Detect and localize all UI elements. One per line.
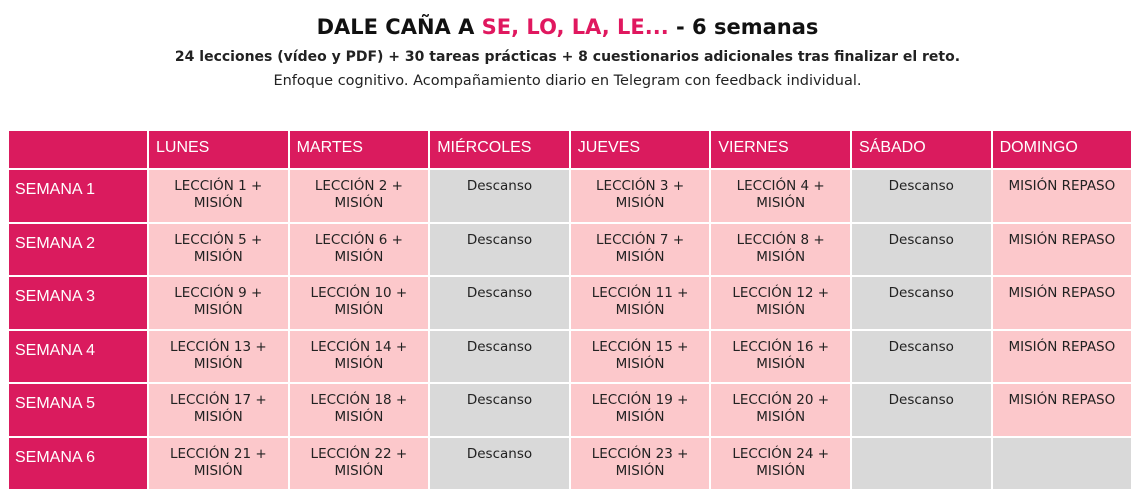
cell-line-1: LECCIÓN 2 +	[314, 178, 403, 194]
cell-line-1: LECCIÓN 11 +	[591, 285, 689, 301]
cell-line-1: LECCIÓN 13 +	[169, 338, 267, 355]
schedule-cell-lesson	[148, 330, 289, 384]
cell-line-2: MISIÓN	[756, 195, 806, 211]
cell-line-2: MISIÓN	[334, 409, 384, 425]
cell-line-2: MISIÓN	[615, 462, 665, 479]
cell-line-1: LECCIÓN 22 +	[310, 445, 408, 462]
cell-line-1: MISIÓN REPASO	[1008, 338, 1116, 355]
cell-line-1: Descanso	[888, 392, 954, 408]
cell-line-1: Descanso	[466, 392, 533, 408]
schedule-cell-rest	[429, 330, 570, 384]
cell-line-1: Descanso	[466, 231, 533, 248]
schedule-cell-rest	[851, 383, 992, 437]
week-label: SEMANA 6	[8, 437, 148, 491]
cell-line-1: LECCIÓN 7 +	[596, 231, 685, 248]
cell-line-1: Descanso	[888, 285, 954, 301]
table-row	[8, 330, 1132, 384]
schedule-cell-rest	[851, 330, 992, 384]
cell-line-2: MISIÓN	[615, 355, 665, 372]
table-row	[8, 276, 1132, 330]
schedule-cell-repaso	[992, 383, 1133, 437]
cell-line-1: LECCIÓN 4 +	[736, 178, 825, 194]
day-header: MARTES	[289, 130, 430, 169]
schedule-cell-rest	[429, 169, 570, 223]
schedule-cell-rest	[851, 223, 992, 277]
cell-line-1: LECCIÓN 16 +	[732, 338, 830, 355]
cell-line-1: Descanso	[466, 285, 533, 301]
title-suffix: - 6 semanas	[668, 15, 819, 39]
cell-line-2: MISIÓN	[615, 409, 665, 425]
cell-line-1: LECCIÓN 12 +	[732, 285, 830, 301]
week-label: SEMANA 1	[8, 169, 148, 223]
schedule-cell-rest	[429, 437, 570, 491]
cell-line-2: MISIÓN	[334, 355, 384, 372]
schedule-cell-rest	[429, 276, 570, 330]
cell-line-2: MISIÓN	[193, 355, 243, 372]
week-label: SEMANA 2	[8, 223, 148, 277]
schedule-cell-rest	[429, 223, 570, 277]
cell-line-1: LECCIÓN 21 +	[169, 445, 267, 462]
cell-line-1: Descanso	[466, 338, 533, 355]
cell-line-2: MISIÓN	[615, 195, 665, 211]
cell-line-1: Descanso	[466, 178, 533, 194]
schedule-cell-lesson	[710, 223, 851, 277]
subtitle-description: Enfoque cognitivo. Acompañamiento diario en Telegram con feedback individual.	[273, 73, 862, 89]
cell-line-1: LECCIÓN 15 +	[591, 338, 689, 355]
cell-line-2: MISIÓN	[193, 302, 243, 318]
day-header: MIÉRCOLES	[429, 130, 570, 169]
cell-line-2: MISIÓN	[615, 248, 665, 265]
cell-line-1: LECCIÓN 24 +	[732, 445, 830, 462]
cell-line-1: LECCIÓN 23 +	[591, 445, 689, 462]
schedule-cell-lesson	[710, 276, 851, 330]
title-accent: SE, LO, LA, LE...	[481, 15, 669, 39]
cell-line-2: MISIÓN	[193, 195, 243, 211]
table-row	[8, 223, 1132, 277]
week-label: SEMANA 4	[8, 330, 148, 384]
cell-line-2: MISIÓN	[756, 409, 806, 425]
cell-line-1: Descanso	[466, 445, 533, 462]
cell-line-1: LECCIÓN 10 +	[310, 285, 408, 301]
day-header: VIERNES	[710, 130, 851, 169]
cell-line-1: MISIÓN REPASO	[1008, 231, 1116, 248]
schedule-cell-lesson	[289, 276, 430, 330]
schedule-cell-lesson	[148, 169, 289, 223]
schedule-cell-lesson	[710, 169, 851, 223]
schedule-cell-lesson	[289, 383, 430, 437]
cell-line-1: MISIÓN REPASO	[1008, 178, 1116, 194]
schedule-cell-rest	[851, 169, 992, 223]
schedule-cell-repaso	[992, 169, 1133, 223]
corner-cell	[8, 130, 148, 169]
schedule-cell-lesson	[289, 437, 430, 491]
cell-line-2: MISIÓN	[334, 462, 384, 479]
table-row	[8, 383, 1132, 437]
cell-line-2: MISIÓN	[334, 248, 384, 265]
day-header: SÁBADO	[851, 130, 992, 169]
schedule-cell-lesson	[570, 276, 711, 330]
cell-line-2: MISIÓN	[334, 195, 384, 211]
day-header: LUNES	[148, 130, 289, 169]
cell-line-2: MISIÓN	[615, 302, 665, 318]
schedule-cell-repaso	[992, 330, 1133, 384]
cell-line-2: MISIÓN	[756, 302, 806, 318]
cell-line-1: LECCIÓN 6 +	[314, 231, 403, 248]
cell-line-1: LECCIÓN 5 +	[174, 231, 263, 248]
cell-line-2: MISIÓN	[193, 409, 243, 425]
schedule-cell-lesson	[289, 169, 430, 223]
page-title	[0, 13, 1135, 41]
cell-line-1: LECCIÓN 1 +	[174, 178, 263, 194]
schedule-cell-lesson	[289, 330, 430, 384]
table-row	[8, 437, 1132, 491]
schedule-cell-lesson	[710, 383, 851, 437]
schedule-cell-lesson	[570, 383, 711, 437]
cell-line-1: Descanso	[888, 231, 954, 248]
cell-line-1: LECCIÓN 8 +	[736, 231, 825, 248]
schedule-cell-lesson	[148, 383, 289, 437]
schedule-cell-empty	[851, 437, 992, 491]
cell-line-1: LECCIÓN 20 +	[732, 392, 830, 408]
week-label: SEMANA 5	[8, 383, 148, 437]
table-row	[8, 169, 1132, 223]
cell-line-1: LECCIÓN 18 +	[310, 392, 408, 408]
cell-line-1: LECCIÓN 3 +	[596, 178, 685, 194]
schedule-cell-lesson	[289, 223, 430, 277]
cell-line-1: LECCIÓN 9 +	[174, 285, 263, 301]
schedule-table	[7, 129, 1133, 491]
schedule-cell-lesson	[570, 223, 711, 277]
cell-line-1: Descanso	[888, 178, 954, 194]
schedule-cell-lesson	[148, 437, 289, 491]
schedule-cell-lesson	[710, 437, 851, 491]
cell-line-1: Descanso	[888, 338, 954, 355]
schedule-cell-lesson	[148, 276, 289, 330]
day-header: JUEVES	[570, 130, 711, 169]
cell-line-1: MISIÓN REPASO	[1008, 392, 1116, 408]
schedule-cell-lesson	[570, 330, 711, 384]
schedule-cell-repaso	[992, 276, 1133, 330]
schedule-cell-lesson	[710, 330, 851, 384]
header-row	[8, 130, 1132, 169]
schedule-cell-empty	[992, 437, 1133, 491]
cell-line-2: MISIÓN	[756, 462, 806, 479]
cell-line-2: MISIÓN	[756, 355, 806, 372]
schedule-cell-repaso	[992, 223, 1133, 277]
cell-line-2: MISIÓN	[193, 248, 243, 265]
cell-line-1: LECCIÓN 19 +	[591, 392, 689, 408]
cell-line-1: MISIÓN REPASO	[1008, 285, 1116, 301]
cell-line-2: MISIÓN	[756, 248, 806, 265]
cell-line-1: LECCIÓN 14 +	[310, 338, 408, 355]
cell-line-1: LECCIÓN 17 +	[169, 392, 267, 408]
schedule-cell-lesson	[570, 437, 711, 491]
schedule-cell-lesson	[570, 169, 711, 223]
day-header: DOMINGO	[992, 130, 1133, 169]
subtitle: 24 lecciones (vídeo y PDF) + 30 tareas prácticas + 8 cuestionarios adicionales tras finalizar el reto.	[174, 49, 961, 65]
schedule-cell-rest	[851, 276, 992, 330]
schedule-cell-rest	[429, 383, 570, 437]
week-label: SEMANA 3	[8, 276, 148, 330]
schedule-cell-lesson	[148, 223, 289, 277]
cell-line-2: MISIÓN	[334, 302, 384, 318]
cell-line-2: MISIÓN	[193, 462, 243, 479]
title-prefix: DALE CAÑA A	[316, 15, 482, 39]
